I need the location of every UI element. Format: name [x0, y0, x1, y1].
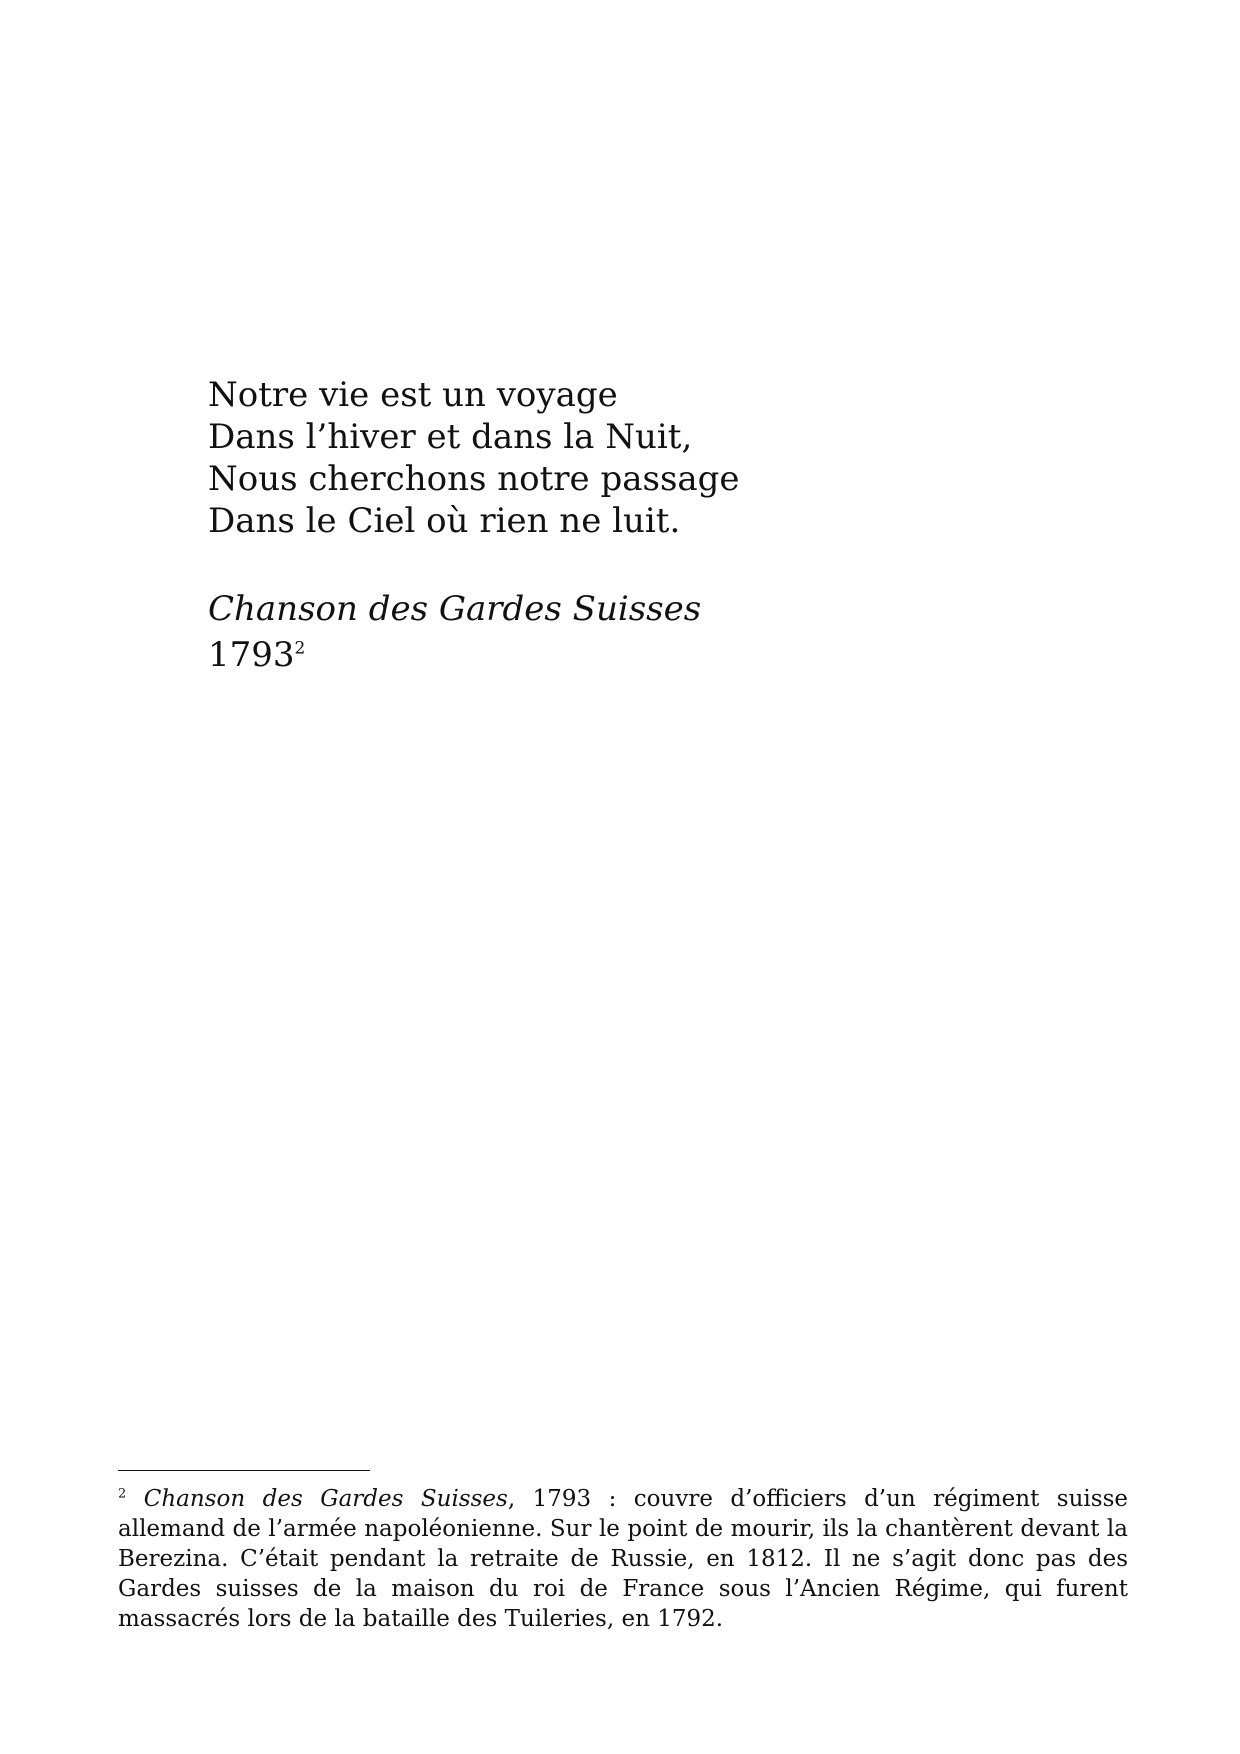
poem [208, 374, 740, 542]
footnote-text: , 1793 : couvre d’officiers d’un régiment suisse allemand de l’armée napoléonienne. Sur le point de mourir, ils la chantèrent devant la Berezina. C’était pendant la retraite de Russie, en 1812. Il ne s’agit donc pas des Gardes suisses de la maison du roi de France sous l’Ancien Régime, qui furent massacrés lors de la bataille des Tuileries, en 1792. [118, 1486, 1128, 1632]
footnote-number: 2 [118, 1486, 127, 1502]
poem-line: Dans le Ciel où rien ne luit. [208, 501, 681, 541]
footnote-title: Chanson des Gardes Suisses [143, 1486, 508, 1512]
footnote-separator [118, 1470, 370, 1471]
poem-line: Notre vie est un voyage [208, 375, 618, 415]
poem-line: Nous cherchons notre passage [208, 459, 740, 499]
attribution-year-line [208, 632, 701, 678]
poem-line: Dans l’hiver et dans la Nuit, [208, 417, 693, 457]
footnote [118, 1484, 1128, 1634]
footnote-reference[interactable]: 2 [294, 638, 306, 659]
attribution-title: Chanson des Gardes Suisses [208, 589, 702, 629]
attribution [208, 586, 701, 678]
attribution-year: 1793 [208, 635, 295, 675]
